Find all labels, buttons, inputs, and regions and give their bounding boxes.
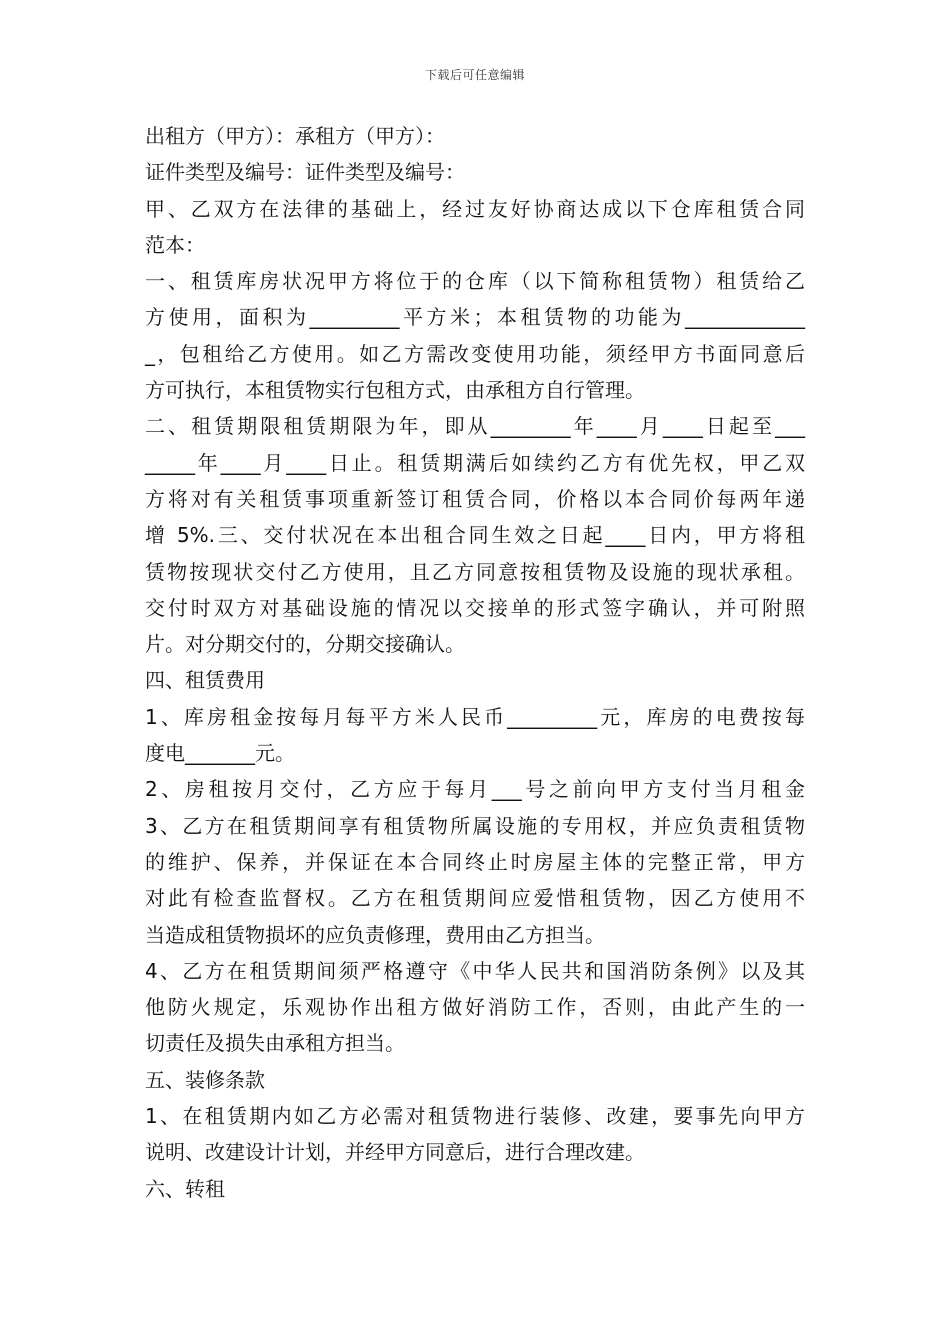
text-line: 2、房租按月交付，乙方应于每月___号之前向甲方支付当月租金 <box>145 777 805 802</box>
text-line: 证件类型及编号：证件类型及编号： <box>145 160 465 185</box>
text-line: 方可执行，本租赁物实行包租方式，由承租方自行管理。 <box>145 378 645 403</box>
text-line: _____年____月____日止。租赁期满后如续约乙方有优先权，甲乙双 <box>145 450 805 475</box>
section-heading: 四、租赁费用 <box>145 668 265 693</box>
text-line: 方将对有关租赁事项重新签订租赁合同，价格以本合同价每两年递 <box>145 486 805 511</box>
section-heading: 六、转租 <box>145 1176 225 1201</box>
text-line: 3、乙方在租赁期间享有租赁物所属设施的专用权，并应负责租赁物 <box>145 813 805 838</box>
text-line: 1、在租赁期内如乙方必需对租赁物进行装修、改建，要事先向甲方 <box>145 1104 805 1129</box>
text-line: 他防火规定，乐观协作出租方做好消防工作，否则，由此产生的一 <box>145 995 805 1020</box>
text-line: 对此有检查监督权。乙方在租赁期间应爱惜租赁物，因乙方使用不 <box>145 886 805 911</box>
text-line: 度电_______元。 <box>145 741 295 766</box>
page-header: 下载后可任意编辑 <box>424 68 525 82</box>
text-line: 增 5%.三、交付状况在本出租合同生效之日起____日内，甲方将租 <box>145 523 805 548</box>
text-line: 的维护、保养，并保证在本合同终止时房屋主体的完整正常，甲方 <box>145 849 805 874</box>
text-line: 交付时双方对基础设施的情况以交接单的形式签字确认，并可附照 <box>145 595 805 620</box>
text-line: 方使用，面积为_________平方米；本租赁物的功能为____________ <box>145 305 805 330</box>
document-body <box>145 118 805 1207</box>
text-line: 4、乙方在租赁期间须严格遵守《中华人民共和国消防条例》以及其 <box>145 958 805 983</box>
text-line: 1、库房租金按每月每平方米人民币_________元，库房的电费按每 <box>145 704 805 729</box>
text-line: 出租方（甲方）：承租方（甲方）： <box>145 124 445 148</box>
text-line: _，包租给乙方使用。如乙方需改变使用功能，须经甲方书面同意后 <box>145 341 805 366</box>
text-line: 说明、改建设计计划，并经甲方同意后，进行合理改建。 <box>145 1140 645 1165</box>
text-line: 一、租赁库房状况甲方将位于的仓库（以下简称租赁物）租赁给乙 <box>145 269 805 294</box>
text-line: 甲、乙双方在法律的基础上，经过友好协商达成以下仓库租赁合同 <box>145 196 805 221</box>
text-line: 二、租赁期限租赁期限为年，即从________年____月____日起至___ <box>145 414 805 439</box>
text-line: 当造成租赁物损坏的应负责修理，费用由乙方担当。 <box>145 922 605 947</box>
text-line: 切责任及损失由承租方担当。 <box>145 1031 405 1056</box>
section-heading: 五、装修条款 <box>145 1067 265 1092</box>
text-line: 片。对分期交付的，分期交接确认。 <box>145 632 465 657</box>
text-line: 赁物按现状交付乙方使用，且乙方同意按租赁物及设施的现状承租。 <box>145 559 805 584</box>
text-line: 范本： <box>145 232 205 257</box>
